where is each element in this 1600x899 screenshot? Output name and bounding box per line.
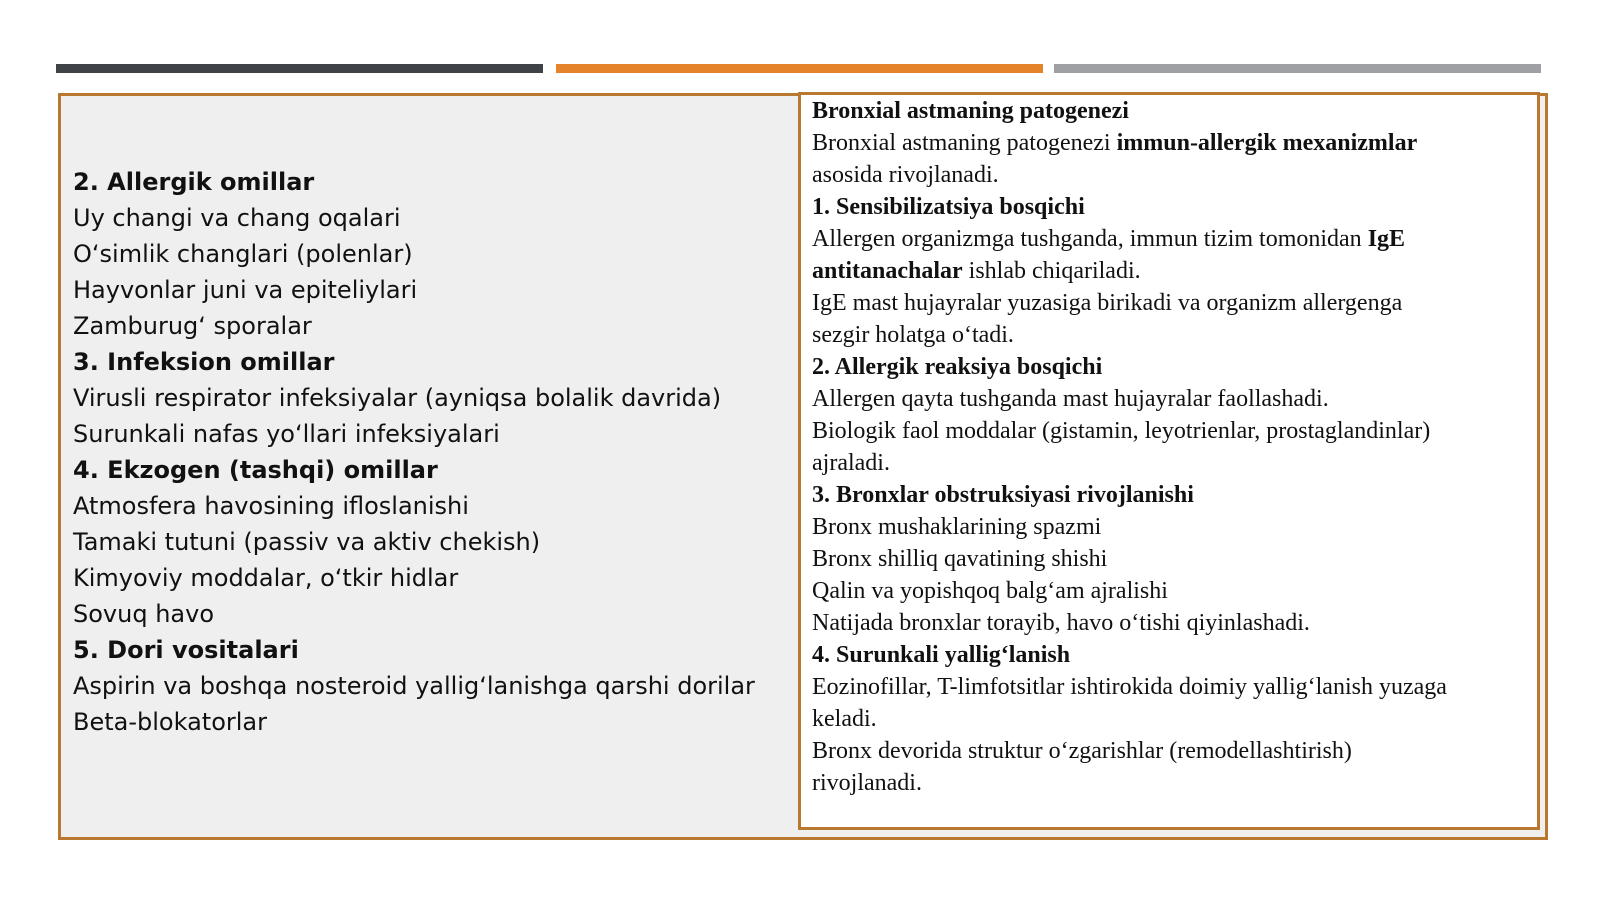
stage-3-line-4: Natijada bronxlar torayib, havo o‘tishi qiyinlashadi. — [812, 610, 1310, 636]
factor-item: Beta-blokatorlar — [73, 708, 267, 736]
stage-3-line-2: Bronx shilliq qavatining shishi — [812, 546, 1108, 572]
factor-item: Zamburug‘ sporalar — [73, 312, 312, 340]
stage-4-line-3: Bronx devorida struktur o‘zgarishlar (remodellashtirish) — [812, 738, 1352, 764]
header-bar-gray — [1054, 64, 1541, 73]
factor-item: Sovuq havo — [73, 600, 214, 628]
header-bar-orange — [556, 64, 1043, 73]
pathogenesis-panel — [798, 92, 1540, 830]
factor-item: O‘simlik changlari (polenlar) — [73, 240, 413, 268]
factor-item: Virusli respirator infeksiyalar (ayniqsa bolalik davrida) — [73, 384, 722, 412]
stage-2-title: 2. Allergik reaksiya bosqichi — [812, 354, 1103, 380]
factor-item: Atmosfera havosining ifloslanishi — [73, 492, 469, 520]
intro-line-1: Bronxial astmaning patogenezi immun-allergik mexanizmlar — [812, 130, 1418, 156]
stage-1-title: 1. Sensibilizatsiya bosqichi — [812, 194, 1085, 220]
risk-factors-list — [73, 164, 803, 740]
pathogenesis-title: Bronxial astmaning patogenezi — [812, 98, 1129, 124]
factor-item: Tamaki tutuni (passiv va aktiv chekish) — [73, 528, 541, 556]
stage-2-line-1: Allergen qayta tushganda mast hujayralar faollashadi. — [812, 386, 1329, 412]
pathogenesis-text — [812, 95, 1532, 799]
factor-item: Uy changi va chang oqalari — [73, 204, 401, 232]
factor-heading: 2. Allergik omillar — [73, 168, 315, 196]
factor-item: Hayvonlar juni va epiteliylari — [73, 276, 418, 304]
stage-1-line-2: antitanachalar ishlab chiqariladi. — [812, 258, 1141, 284]
stage-1-line-1: Allergen organizmga tushganda, immun tizim tomonidan IgE — [812, 226, 1406, 252]
intro-line-2: asosida rivojlanadi. — [812, 162, 999, 188]
stage-4-title: 4. Surunkali yallig‘lanish — [812, 642, 1071, 668]
factor-heading: 3. Infeksion omillar — [73, 348, 335, 376]
stage-1-line-4: sezgir holatga o‘tadi. — [812, 322, 1014, 348]
stage-4-line-1: Eozinofillar, T-limfotsitlar ishtirokida doimiy yallig‘lanish yuzaga — [812, 674, 1447, 700]
factor-heading: 4. Ekzogen (tashqi) omillar — [73, 456, 438, 484]
stage-1-line-3: IgE mast hujayralar yuzasiga birikadi va organizm allergenga — [812, 290, 1403, 316]
header-bar-dark — [56, 64, 543, 73]
stage-2-line-3: ajraladi. — [812, 450, 890, 476]
factor-item: Aspirin va boshqa nosteroid yallig‘lanishga qarshi dorilar — [73, 672, 755, 700]
stage-4-line-4: rivojlanadi. — [812, 770, 922, 796]
factor-heading: 5. Dori vositalari — [73, 636, 299, 664]
stage-3-line-1: Bronx mushaklarining spazmi — [812, 514, 1102, 540]
factor-item: Kimyoviy moddalar, o‘tkir hidlar — [73, 564, 459, 592]
stage-4-line-2: keladi. — [812, 706, 877, 732]
stage-3-title: 3. Bronxlar obstruksiyasi rivojlanishi — [812, 482, 1194, 508]
stage-2-line-2: Biologik faol moddalar (gistamin, leyotrienlar, prostaglandinlar) — [812, 418, 1431, 444]
factor-item: Surunkali nafas yo‘llari infeksiyalari — [73, 420, 500, 448]
stage-3-line-3: Qalin va yopishqoq balg‘am ajralishi — [812, 578, 1168, 604]
